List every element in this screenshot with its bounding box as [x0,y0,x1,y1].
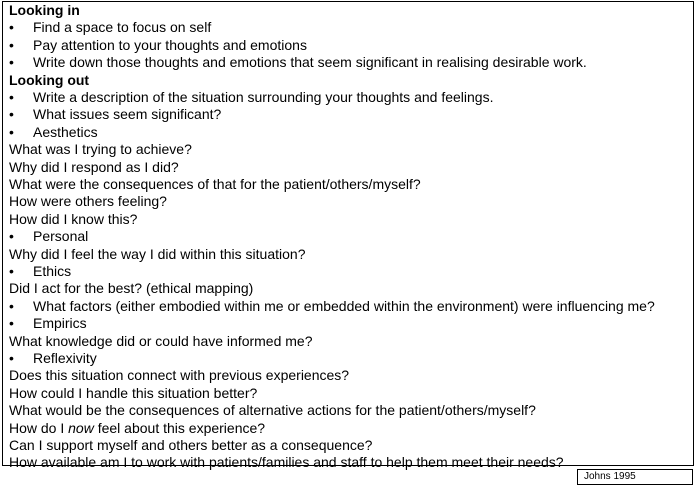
question-line: How available am I to work with patients/families and staff to help them meet their needs? [9,454,564,471]
bullet-icon: • [9,297,14,314]
citation: Johns 1995 [577,469,693,485]
bullet-item: Write down those thoughts and emotions that seem significant in realising desirable work. [33,54,587,71]
question-line: Does this situation connect with previous experiences? [9,367,350,384]
question-line [9,420,265,437]
question-line: How did I know this? [9,210,138,227]
bullet-item: Write a description of the situation surrounding your thoughts and feelings. [33,89,494,105]
question-line: What were the consequences of that for the patient/others/myself? [9,176,421,192]
question-line: Can I support myself and others better as a consequence? [9,437,373,453]
bullet-item: What issues seem significant? [33,106,222,123]
question-part: feel about this experience? [93,419,266,436]
bullet-icon: • [9,54,14,71]
question-line: Why did I respond as I did? [9,158,179,175]
bullet-item: Find a space to focus on self [33,19,212,36]
section-heading: Looking in [9,2,80,18]
bullet-icon: • [9,263,14,279]
bullet-icon: • [9,106,14,123]
question-line: How could I handle this situation better? [9,384,258,401]
bullet-item: What factors (either embodied within me or embedded within the environment) were influencing me? [33,297,655,314]
question-part: How do I [9,419,69,436]
question-line: What knowledge did or could have informed me? [9,332,313,349]
bullet-icon: • [9,89,14,105]
bullet-item: Ethics [33,263,72,279]
question-line: What was I trying to achieve? [9,141,192,158]
question-line: Why did I feel the way I did within this situation? [9,245,306,262]
question-line: What would be the consequences of alternative actions for the patient/others/myself? [9,402,536,419]
bullet-icon: • [9,350,14,366]
bullet-icon: • [9,36,14,53]
bullet-item: Empirics [33,315,87,332]
bullet-item: Aesthetics [33,123,98,140]
emphasis-now: now [68,419,94,436]
bullet-item: Personal [33,228,89,245]
bullet-icon: • [9,19,14,36]
question-line: Did I act for the best? (ethical mapping) [9,280,254,297]
bullet-item: Reflexivity [33,350,97,366]
bullet-icon: • [9,315,14,332]
bullet-icon: • [9,123,14,140]
section-heading: Looking out [9,71,90,88]
bullet-icon: • [9,228,14,245]
question-line: How were others feeling? [9,193,167,210]
bullet-item: Pay attention to your thoughts and emotions [33,36,307,53]
